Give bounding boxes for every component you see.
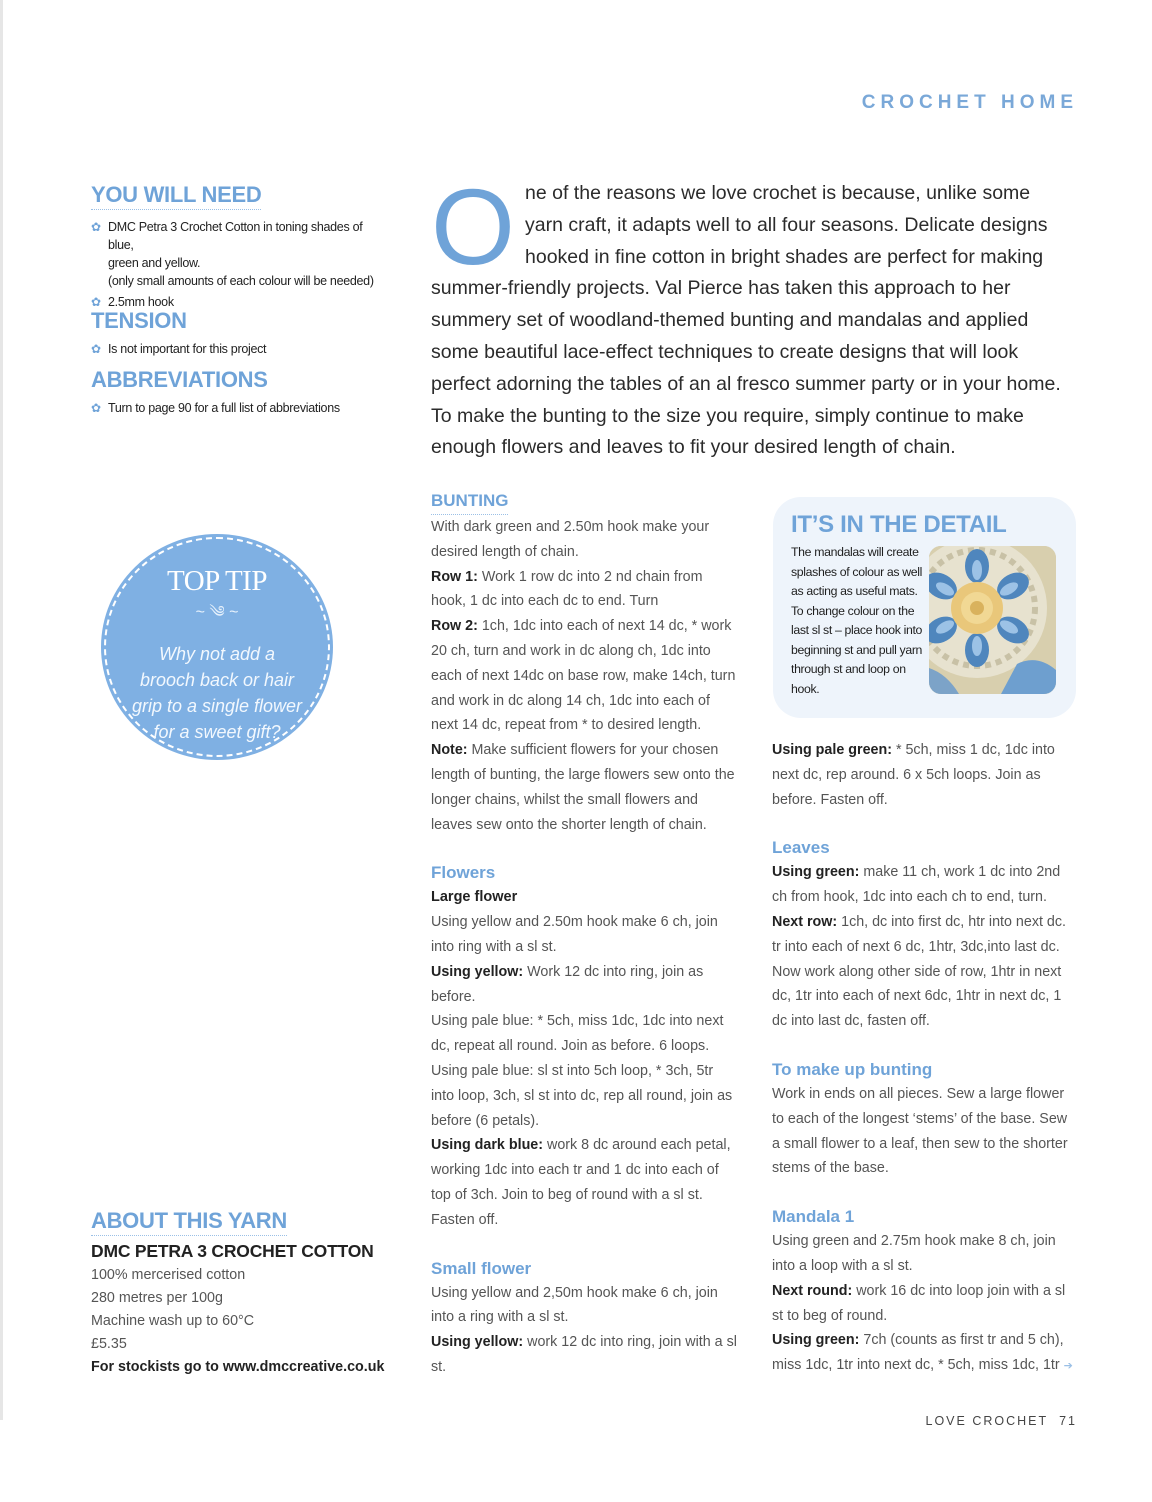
large-flower-step: Using yellow and 2.50m hook make 6 ch, join into ring with a sl st. [431,914,718,955]
mandala-step: Using green: 7ch (counts as first tr and 5 ch), miss 1dc, 1tr into next dc, * 5ch, miss 1dc, 1tr ➔ [772,1332,1073,1374]
bunting-intro: With dark green and 2.50m hook make your desired length of chain. [431,519,710,560]
you-will-need-list [91,218,391,311]
make-up-text: Work in ends on all pieces. Sew a large flower to each of the longest ‘stems’ of the base. Sew a small flower to a leaf, then sew to the shorter stems of the base. [772,1085,1068,1177]
flower-bullet-icon: ✿ [91,220,101,234]
yarn-detail: 280 metres per 100g [91,1290,223,1306]
mandala-step: Next round: work 16 dc into loop join with a sl st to beg of round. [772,1282,1066,1324]
drop-cap: O [431,166,516,287]
tension-heading: TENSION [91,308,187,333]
about-yarn-heading: ABOUT THIS YARN [91,1208,401,1236]
mandala-photo [929,546,1056,694]
bunting-note: Note: Make sufficient flowers for your chosen length of bunting, the large flowers sew onto the longer chains, whilst the small flowers and leaves sew onto the shorter length of chain. [431,742,735,833]
you-will-need-section [91,182,391,314]
detail-text: The mandalas will create splashes of colour as well as acting as useful mats. To change colour on the last sl st – place hook into beginning st and pull yarn through st and loop on hook. [791,545,923,696]
bunting-row2: Row 2: 1ch, 1dc into each of next 14 dc, * work 20 ch, turn and work in dc along ch, 1dc into each of next 14dc on base row, make 14ch, turn and work in dc along 14 ch, 1dc into each of next 14 dc, repeat from * to desired length. [431,618,736,734]
top-tip-badge [104,537,330,757]
bunting-row1: Row 1: Work 1 row dc into 2 nd chain from hook, 1 dc into each dc to end. Turn [431,568,703,610]
make-up-heading: To make up bunting [772,1059,933,1079]
pale-green-step: Using pale green: * 5ch, miss 1 dc, 1dc into next dc, rep around. 6 x 5ch loops. Join as before. Fasten off. [772,742,1055,808]
mandala-heading: Mandala 1 [772,1207,855,1227]
list-item: ✿ 2.5mm hook [91,295,174,309]
flower-bullet-icon: ✿ [91,342,101,356]
small-flower-step: Using yellow and 2,50m hook make 6 ch, join into a ring with a sl st. [431,1284,718,1326]
large-flower-step: Using pale blue: * 5ch, miss 1dc, 1dc into next dc, repeat all round. Join as before. 6 loops. [431,1013,724,1055]
page-footer [926,1414,1078,1428]
footer-title: LOVE CROCHET [925,1414,1049,1428]
list-item: ✿ Turn to page 90 for a full list of abbreviations [91,401,340,415]
intro-paragraph [431,166,1071,464]
about-yarn-section [91,1208,401,1379]
detail-box [773,497,1076,718]
abbreviations-heading: ABBREVIATIONS [91,367,268,392]
small-flower-step: Using yellow: work 12 dc into ring, join with a sl st. [431,1334,737,1375]
large-flower-heading: Large flower [431,889,518,906]
yarn-detail: 100% mercerised cotton [91,1267,246,1283]
detail-heading: IT’S IN THE DETAIL [791,511,1007,538]
leaves-step: Next row: 1ch, dc into first dc, htr into next dc. tr into each of next 6 dc, 1htr, 3dc,into last dc. Now work along other side of row, 1htr in next dc, 1tr into each of next 6dc, 1htr in next dc, 1 dc into last dc, fasten off. [772,913,1066,1030]
bunting-heading: BUNTING [431,489,737,515]
large-flower-step: Using dark blue: work 8 dc around each petal, working 1dc into each tr and 1 dc into each of top of 3ch. Join to beg of round with a sl st. Fasten off. [431,1137,731,1228]
yarn-price: £5.35 [91,1336,127,1352]
page-number: 71 [1059,1414,1077,1428]
top-tip-body: Why not add a brooch back or hair grip to a single flower for a sweet gift? [131,644,303,742]
abbreviations-section [91,367,391,420]
tension-list [91,340,391,358]
middle-column [431,489,737,1380]
intro-text: ne of the reasons we love crochet is because, unlike some yarn craft, it adapts well to all four seasons. Delicate designs hooked in fine cotton in bright shades are perfect for making summer-friendly projects. Val Pierce has taken this approach to her summery set of woodland-themed bunting and mandalas and applied some beautiful lace-effect techniques to create designs that will look perfect adorning the tables of an al fresco summer party or in your home. To make the bunting to the size you require, simply continue to make enough flowers and leaves to fit your desired length of chain. [431,182,1061,459]
large-flower-step: Using yellow: Work 12 dc into ring, join as before. [431,963,704,1005]
continue-arrow-icon: ➔ [1063,1360,1073,1373]
flower-bullet-icon: ✿ [91,401,101,415]
leaves-step: Using green: make 11 ch, work 1 dc into 2nd ch from hook, 1dc into each ch to end, turn. [772,864,1061,906]
running-head: CROCHET HOME [861,92,1078,113]
yarn-name: DMC PETRA 3 CROCHET COTTON [91,1241,374,1261]
right-column [772,738,1078,1379]
large-flower-step: Using pale blue: sl st into 5ch loop, * 3ch, 5tr into loop, 3ch, sl st into dc, rep all round, join as before (6 petals). [431,1062,733,1129]
stockists-link[interactable]: For stockists go to www.dmccreative.co.uk [91,1359,385,1375]
mandala-step: Using green and 2.75m hook make 8 ch, join into a loop with a sl st. [772,1233,1056,1274]
flower-bullet-icon: ✿ [91,295,101,309]
list-item: ✿ DMC Petra 3 Crochet Cotton in toning shades of blue, green and yellow. (only small amounts of each colour will be needed) [91,220,374,288]
leaves-heading: Leaves [772,838,830,858]
list-item: ✿ Is not important for this project [91,342,267,356]
flowers-heading: Flowers [431,863,496,883]
you-will-need-heading: YOU WILL NEED [91,182,391,210]
abbreviations-list [91,399,391,417]
page-edge [0,0,3,1420]
swirl-ornament-icon: ~ ༄ ~ [195,604,239,621]
small-flower-heading: Small flower [431,1258,532,1278]
yarn-detail: Machine wash up to 60°C [91,1313,255,1329]
top-tip-title: TOP TIP [167,565,267,597]
tension-section [91,308,391,361]
